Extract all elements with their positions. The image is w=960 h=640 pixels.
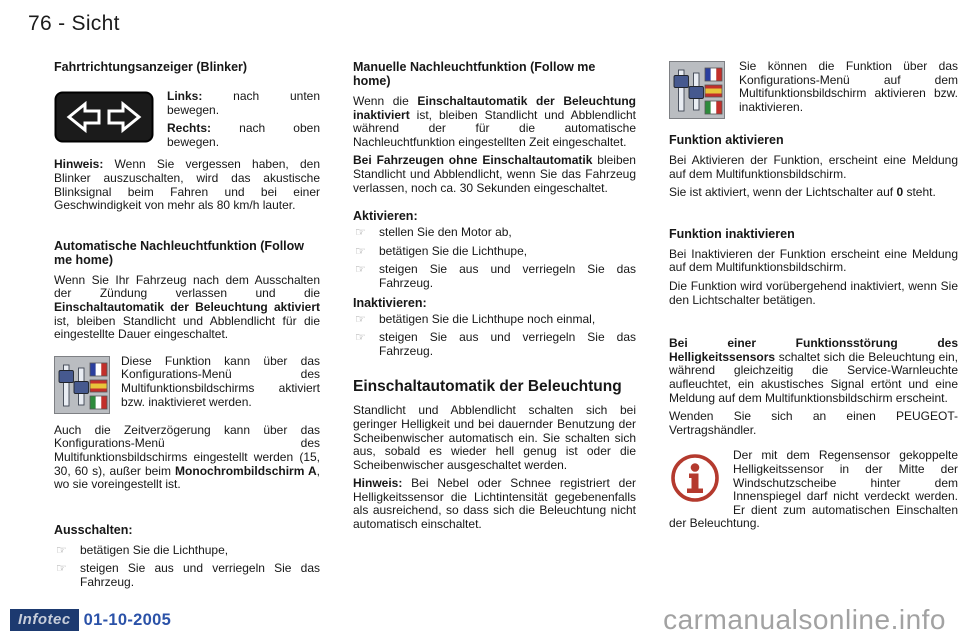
section-title-inaktivieren: Inaktivieren: — [353, 295, 427, 310]
funktion-aktivieren-paragraph-2: Sie ist aktiviert, wenn der Lichtschalter auf 0 steht. — [669, 185, 936, 200]
pointing-hand-icon: ☞ — [56, 561, 67, 576]
funktion-inaktivieren-paragraph-1: Bei Inaktivieren der Funktion erscheint eine Meldung auf dem Multifunktionsbildschirm. — [669, 246, 958, 275]
infotec-logo: Infotec — [10, 609, 79, 631]
turn-signal-arrows-icon — [54, 91, 154, 147]
einschaltautomatik-hinweis: Hinweis: Bei Nebel oder Schnee registriert der Helligkeitssensor die Lichtintensität gegebenenfalls als ausreichend, so dass sich die Beleuchtung nicht automatisch einschaltet. — [353, 476, 636, 532]
flag-spain — [90, 380, 107, 392]
list-item-text: betätigen Sie die Lichthupe noch einmal, — [379, 311, 596, 326]
section-title-auto-nachleucht: Automatische Nachleuchtfunktion (Follow me home) — [54, 238, 305, 267]
pointing-hand-icon: ☞ — [355, 243, 366, 258]
flag-italy — [90, 396, 107, 409]
config-menu-sliders-flags-icon — [54, 356, 110, 418]
funktion-inaktivieren-paragraph-2: Die Funktion wird vorübergehend inaktiviert, wenn Sie den Lichtschalter betätigen. — [669, 278, 958, 307]
list-item-text: steigen Sie aus und verriegeln Sie das Fahrzeug. — [80, 561, 320, 589]
blinker-links-line: Links: nach unten bewegen. — [167, 89, 320, 117]
blinker-hinweis: Hinweis: Wenn Sie vergessen haben, den Blinker auszuschalten, wird das akustische Blinksignal beim Fahren und bei einer Geschwindigkeit von mehr als 80 km/h lauter. — [54, 157, 320, 213]
section-title-funktion-inaktivieren: Funktion inaktivieren — [669, 226, 795, 241]
blinker-instructions — [167, 90, 320, 149]
flag-france — [90, 363, 107, 376]
blinker-media-block — [54, 90, 320, 149]
section-title-ausschalten: Ausschalten: — [54, 522, 133, 537]
list-item — [353, 245, 636, 259]
list-item-text: steigen Sie aus und verriegeln Sie das Fahrzeug. — [379, 330, 636, 358]
config-paragraph-1: Diese Funktion kann über das Konfigurations-Menü des Multifunktionsbildschirms aktiviert bzw. inaktivieret werden. — [121, 353, 320, 409]
page-title: 76 - Sicht — [28, 12, 120, 35]
config-text-2 — [739, 60, 958, 120]
config-menu-sliders-flags-icon — [669, 61, 725, 123]
info-media-block — [669, 449, 958, 536]
section-title-aktivieren: Aktivieren: — [353, 209, 418, 224]
funktion-aktivieren-paragraph-1: Bei Aktivieren der Funktion, erscheint eine Meldung auf dem Multifunktionsbildschirm. — [669, 153, 958, 181]
list-item-text: stellen Sie den Motor ab, — [379, 225, 512, 240]
list-item — [353, 331, 636, 358]
manuell-paragraph-2: Bei Fahrzeugen ohne Einschaltautomatik bleiben Standlicht und Abblendlicht, wenn Sie das Fahrzeug verlassen, noch ca. 30 Sekunden eingeschaltet. — [353, 153, 636, 195]
aktivieren-list — [353, 226, 636, 290]
section-title-funktion-aktivieren: Funktion aktivieren — [669, 133, 784, 147]
flag-italy — [705, 101, 722, 114]
section-title-blinker: Fahrtrichtungsanzeiger (Blinker) — [54, 60, 248, 74]
vertragshaendler-paragraph: Wenden Sie sich an einen PEUGEOT-Vertragshändler. — [669, 409, 958, 437]
section-ausschalten — [54, 523, 320, 590]
ausschalten-list — [54, 544, 320, 590]
funktionsstoerung-paragraph: Bei einer Funktionsstörung des Helligkeitssensors schaltet sich die Beleuchtung ein, während gleichzeitig die Service-Warnleuchte aufleuchtet, ein akustisches Signal ertönt und eine Meldung auf dem Multifunktionsbildschirm erscheint. — [669, 336, 958, 405]
list-item-text: steigen Sie aus und verriegeln Sie das Fahrzeug. — [379, 262, 636, 290]
section-title-manuell: Manuelle Nachleuchtfunktion (Follow me home) — [353, 60, 596, 88]
config-media-block-1 — [54, 355, 320, 415]
footer-left — [10, 609, 171, 631]
content-columns — [54, 60, 958, 594]
flag-spain — [705, 85, 722, 97]
inaktivieren-list — [353, 313, 636, 359]
list-item — [353, 263, 636, 290]
list-item — [54, 544, 320, 558]
watermark-carmanualsonline: carmanualsonline.info — [663, 604, 946, 635]
config-media-block-2 — [669, 60, 958, 120]
list-item-text: betätigen Sie die Lichthupe, — [379, 243, 528, 258]
list-item — [54, 562, 320, 589]
list-item — [353, 313, 636, 327]
info-circle-icon — [669, 452, 721, 508]
column-3 — [669, 60, 958, 594]
list-item-text: betätigen Sie die Lichthupe, — [80, 542, 229, 557]
pointing-hand-icon: ☞ — [56, 542, 67, 557]
config-text-1 — [121, 355, 320, 415]
blinker-rechts-line: Rechts: nach oben bewegen. — [167, 121, 320, 149]
flag-france — [705, 68, 722, 81]
section-title-einschaltautomatik: Einschaltautomatik der Beleuchtung — [353, 378, 622, 396]
pointing-hand-icon: ☞ — [355, 311, 366, 326]
auto-nachleucht-paragraph: Wenn Sie Ihr Fahrzeug nach dem Ausschalten der Zündung verlassen und die Einschaltautomatik der Beleuchtung aktiviert ist, bleiben Standlicht und Abblendlicht für die eingestellte Dauer eingeschaltet. — [54, 272, 320, 342]
pointing-hand-icon: ☞ — [355, 262, 366, 277]
section-auto-nachleucht — [54, 239, 320, 342]
list-item — [353, 226, 636, 240]
einschaltautomatik-paragraph-1: Standlicht und Abblendlicht schalten sich bei geringer Helligkeit und bei dauernder Benutzung der Scheibenwischer automatisch ein. Sie schalten sich aus, sobald es wieder hell genug ist oder die Scheibenwischer ausgeschaltet werden. — [353, 403, 636, 472]
manuell-paragraph-1: Wenn die Einschaltautomatik der Beleuchtung inaktiviert ist, bleiben Standlicht und Abblendlicht während der für die automatische Nachleuchtfunktion eingestellten Zeit eingeschaltet. — [353, 94, 636, 149]
zeitverzoegerung-paragraph: Auch die Zeitverzögerung kann über das Konfigurations-Menü des Multifunktionsbildschirms eingestellt werden (15, 30, 60 s), außer beim Monochrombildschirm A, wo sie voreingestellt ist. — [54, 422, 320, 492]
pointing-hand-icon: ☞ — [355, 225, 366, 240]
regensensor-paragraph: Der mit dem Regensensor gekoppelte Helligkeitssensor in der Mitte der Windschutzscheibe hinter dem Innenspiegel darf nicht verdeckt werden. Er dient zum automatischen Einschalten der Beleuchtung. — [669, 448, 958, 531]
pointing-hand-icon: ☞ — [355, 330, 366, 345]
column-1 — [54, 60, 320, 594]
config-paragraph-2: Sie können die Funktion über das Konfigurations-Menü auf dem Multifunktionsbildschirm aktivieren bzw. inaktivieren. — [739, 59, 958, 114]
footer-date: 01-10-2005 — [83, 610, 172, 629]
column-2 — [353, 60, 636, 594]
